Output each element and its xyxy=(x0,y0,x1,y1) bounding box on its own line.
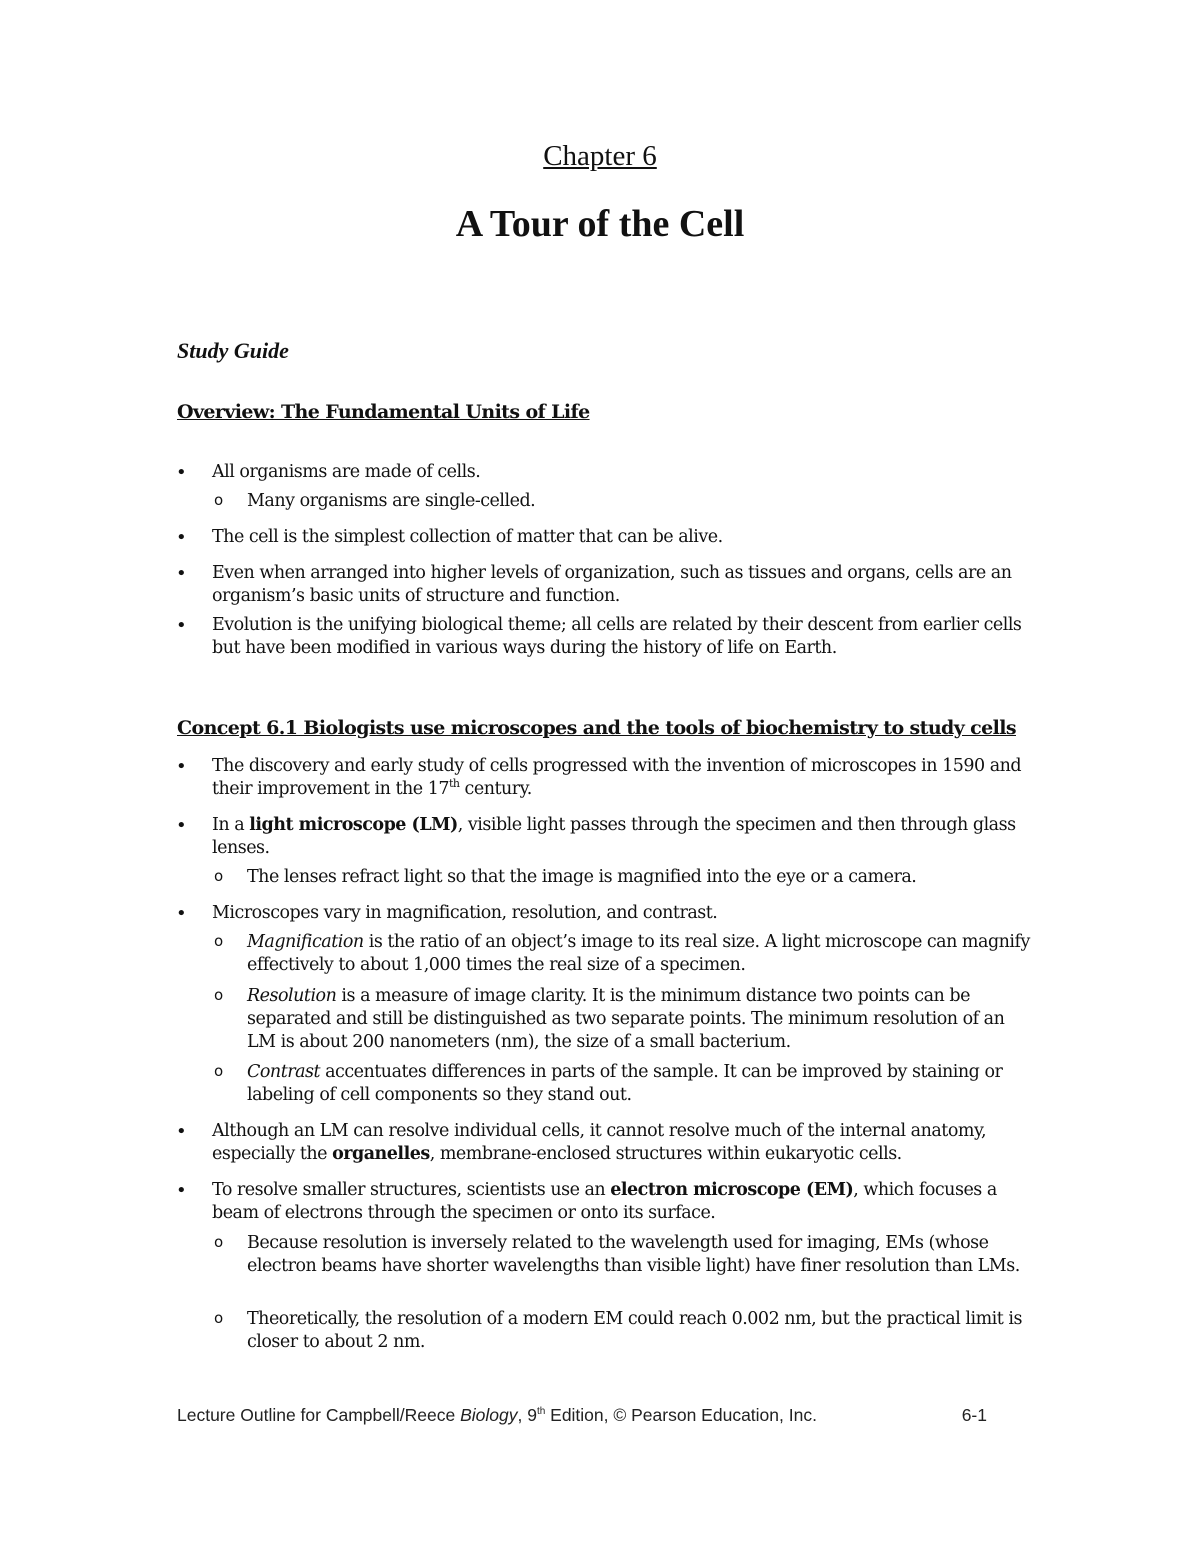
concept-bullet-4-tail: , membrane-enclosed structures within eukaryotic cells. xyxy=(429,1144,902,1164)
magnification-text: is the ratio of an object’s image to its real size. A light microscope can magnify effectively to about 1,000 times the real size of a specimen. xyxy=(247,932,1030,975)
concept-bullet-4 xyxy=(212,1120,1032,1166)
concept-bullet-5 xyxy=(212,1179,1032,1225)
concept-bullet-4-text: Although an LM can resolve individual cells, it cannot resolve much of the internal anatomy, especially the xyxy=(212,1121,987,1164)
overview-sub-bullet-1: o Many organisms are single-celled. xyxy=(247,490,1037,513)
footer-publisher: Edition, © Pearson Education, Inc. xyxy=(545,1405,817,1425)
concept-sub-bullet-contrast xyxy=(247,1061,1037,1107)
concept-bullet-3: • Microscopes vary in magnification, resolution, and contrast. xyxy=(212,902,1032,925)
page-number: 6-1 xyxy=(961,1405,987,1425)
concept-bullet-1-tail: century. xyxy=(459,779,532,799)
concept-sub-bullet-resolution xyxy=(247,985,1037,1054)
chapter-title: A Tour of the Cell xyxy=(455,203,745,245)
superscript-th: th xyxy=(448,777,460,791)
term-light-microscope: light microscope (LM) xyxy=(249,815,458,835)
footer-text: Lecture Outline for Campbell/Reece xyxy=(177,1405,461,1425)
overview-heading: Overview: The Fundamental Units of Life xyxy=(177,401,590,423)
concept-heading: Concept 6.1 Biologists use microscopes and the tools of biochemistry to study cells xyxy=(177,717,1016,739)
overview-bullet-3: • Even when arranged into higher levels of organization, such as tissues and organs, cells are an organism’s basic units of structure and function. xyxy=(212,562,1032,608)
concept-bullet-2 xyxy=(212,814,1032,860)
contrast-text: accentuates differences in parts of the sample. It can be improved by staining or labeling of cell components so they stand out. xyxy=(247,1062,1003,1105)
overview-bullet-4: • Evolution is the unifying biological theme; all cells are related by their descent from earlier cells but have been modified in various ways during the history of life on Earth. xyxy=(212,614,1032,660)
concept-sub-bullet-wavelength: o Because resolution is inversely related to the wavelength used for imaging, EMs (whose electron beams have shorter wavelengths than visible light) have finer resolution than LMs. xyxy=(247,1232,1037,1278)
concept-bullet-2-tail: , visible light passes through the specimen and then through glass lenses. xyxy=(212,815,1016,858)
footer-superscript: th xyxy=(536,1406,546,1418)
page-footer xyxy=(177,1405,987,1426)
concept-bullet-5-tail: , which focuses a beam of electrons through the specimen or onto its surface. xyxy=(212,1180,997,1223)
resolution-text: is a measure of image clarity. It is the minimum distance two points can be separated and still be distinguished as two separate points. The minimum resolution of an LM is about 200 nanometers (nm), the size of a small bacterium. xyxy=(247,986,1005,1052)
overview-bullet-1: • All organisms are made of cells. xyxy=(212,461,1032,484)
term-magnification: Magnification xyxy=(247,932,364,952)
footer-edition: , 9 xyxy=(517,1405,537,1425)
concept-bullet-2-text: In a xyxy=(212,815,250,835)
chapter-heading: Chapter 6 xyxy=(543,140,657,172)
concept-sub-bullet-magnification xyxy=(247,931,1037,977)
concept-bullet-1-text: The discovery and early study of cells progressed with the invention of microscopes in 1590 and their improvement in the 17 xyxy=(212,756,1022,799)
study-guide-heading: Study Guide xyxy=(177,338,289,363)
footer-book-title: Biology xyxy=(460,1405,518,1425)
term-electron-microscope: electron microscope (EM) xyxy=(610,1180,854,1200)
concept-sub-bullet-lenses: o The lenses refract light so that the image is magnified into the eye or a camera. xyxy=(247,866,1037,889)
concept-bullet-1 xyxy=(212,755,1032,801)
concept-sub-bullet-em-resolution: o Theoretically, the resolution of a modern EM could reach 0.002 nm, but the practical limit is closer to about 2 nm. xyxy=(247,1308,1037,1354)
term-contrast: Contrast xyxy=(247,1062,321,1082)
concept-bullet-5-text: To resolve smaller structures, scientists use an xyxy=(212,1180,611,1200)
term-resolution: Resolution xyxy=(247,986,337,1006)
overview-bullet-2: • The cell is the simplest collection of matter that can be alive. xyxy=(212,526,1032,549)
term-organelles: organelles xyxy=(332,1144,430,1164)
